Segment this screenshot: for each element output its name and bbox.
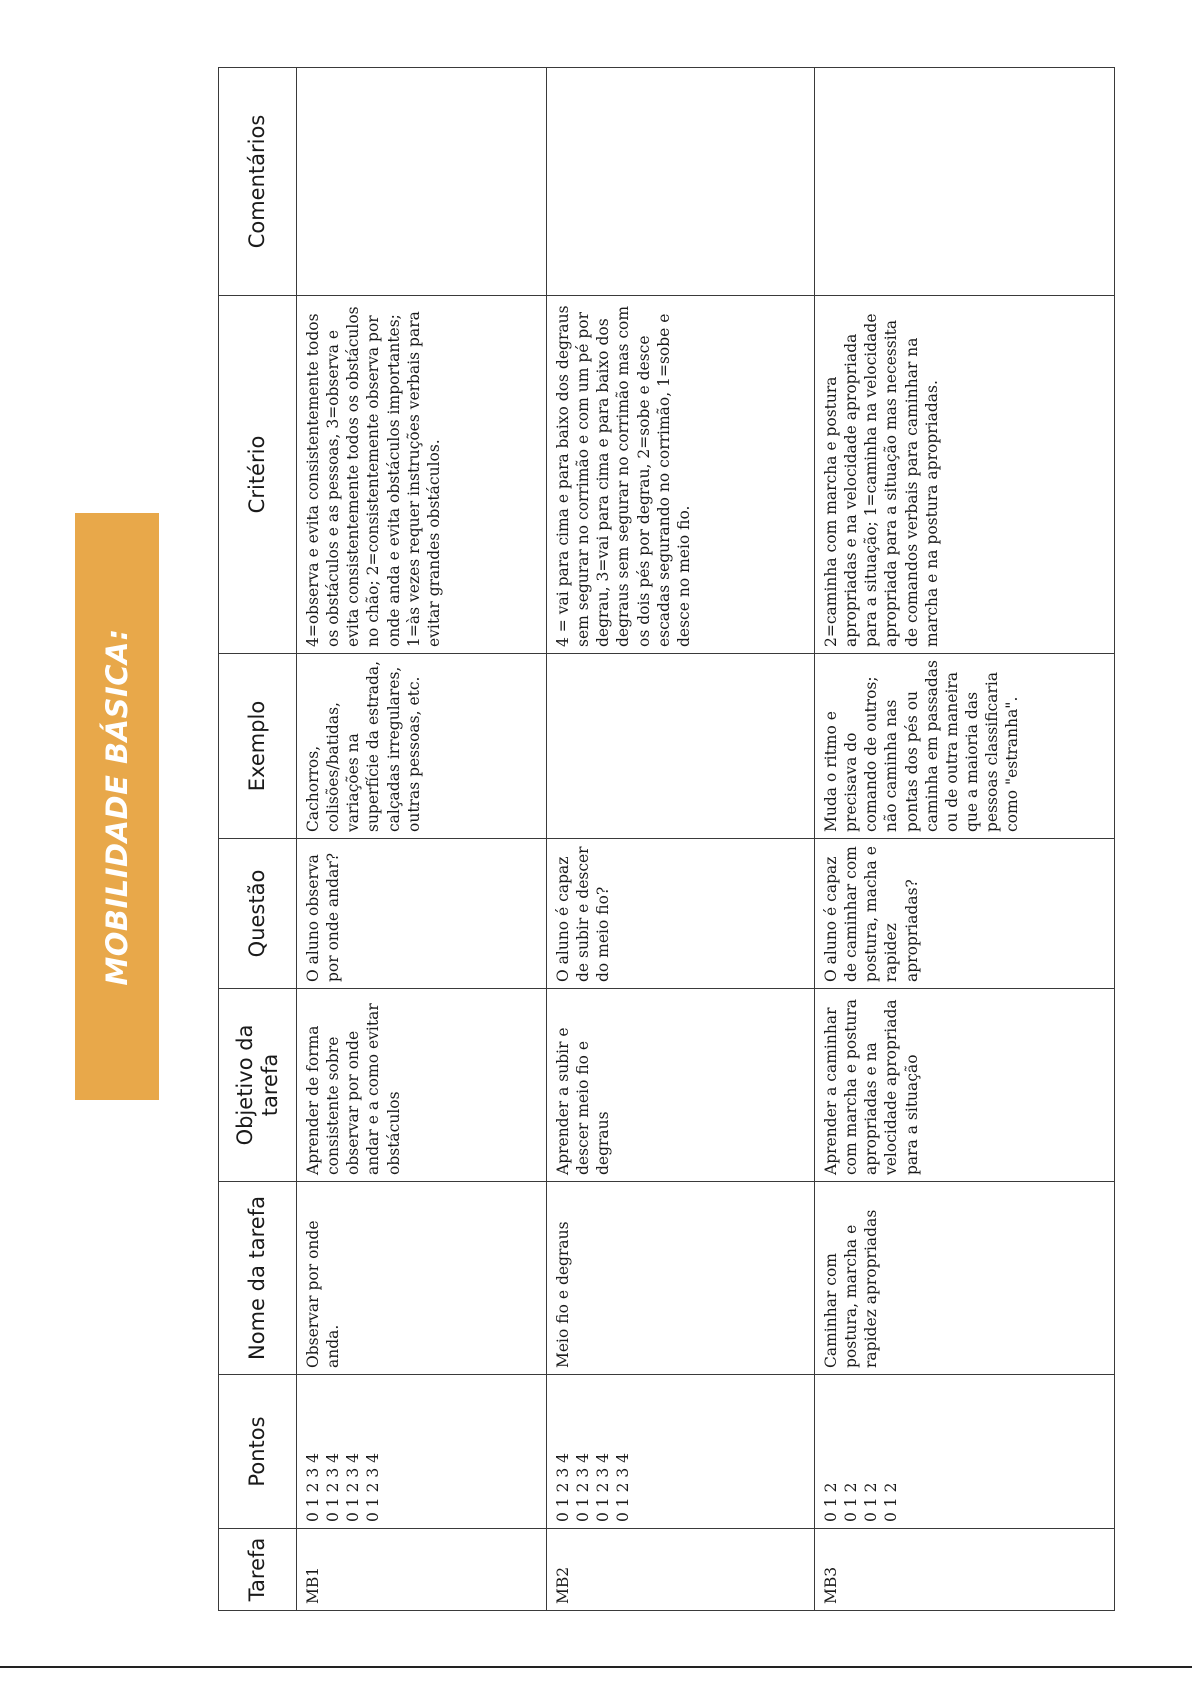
page-bottom-rule: [0, 1666, 1192, 1668]
points-line: 0 1 2: [882, 1482, 901, 1522]
cell-pontos: [547, 1375, 815, 1529]
header-nome: Nome da tarefa: [219, 1182, 297, 1375]
cell-criterio: 4 = vai para cima e para baixo dos degraus sem segurar no corrimão e com um pé por degrau, 3=vai para cima e para baixo dos degraus sem segurar no corrimão mas com os dois pés por degrau, 2=sobe e desce escadas segurando no corrimão, 1=sobe e desce no meio fio.: [547, 296, 815, 654]
cell-tarefa: MB1: [297, 1529, 547, 1611]
points-line: 0 1 2: [842, 1482, 861, 1522]
cell-criterio: 4=observa e evita consistentemente todos os obstáculos e as pessoas, 3=observa e evita consistentemente todos os obstáculos no chão; 2=consistentemente observa por onde anda e evita obstáculos importantes; 1=às vezes requer instruções verbais para evitar grandes obstáculos.: [297, 296, 547, 654]
points-line: 0 1 2 3 4: [614, 1452, 633, 1522]
cell-objetivo: Aprender a caminhar com marcha e postura apropriadas e na velocidade apropriada para a situação: [815, 989, 1115, 1182]
cell-criterio: 2=caminha com marcha e postura apropriadas e na velocidade apropriada para a situação; 1=caminha na velocidade apropriada para a situação mas necessita de comandos verbais para caminhar na marcha e na postura apropriadas.: [815, 296, 1115, 654]
points-line: 0 1 2 3 4: [344, 1452, 363, 1522]
cell-nome: Observar por onde anda.: [297, 1182, 547, 1375]
cell-tarefa: MB2: [547, 1529, 815, 1611]
cell-tarefa: MB3: [815, 1529, 1115, 1611]
header-exemplo: Exemplo: [219, 654, 297, 839]
mobility-table: [218, 67, 1115, 1611]
points-line: 0 1 2: [822, 1482, 840, 1522]
cell-objetivo: Aprender de forma consistente sobre observar por onde andar e a como evitar obstáculos: [297, 989, 547, 1182]
points-line: 0 1 2 3 4: [594, 1452, 613, 1522]
points-line: 0 1 2: [862, 1482, 881, 1522]
header-tarefa: Tarefa: [219, 1529, 297, 1611]
cell-nome: Caminhar com postura, marcha e rapidez apropriadas: [815, 1182, 1115, 1375]
cell-pontos: [815, 1375, 1115, 1529]
cell-comentarios: [297, 68, 547, 296]
cell-exemplo: Cachorros, colisões/batidas, variações na superfície da estrada, calçadas irregulares, outras pessoas, etc.: [297, 654, 547, 839]
cell-exemplo: Muda o ritmo e precisava do comando de outros; não caminha nas pontas dos pés ou caminha em passadas ou de outra maneira que a maioria das pessoas classificaria como "estranha".: [815, 654, 1115, 839]
cell-pontos: [297, 1375, 547, 1529]
cell-objetivo: Aprender a subir e descer meio fio e degraus: [547, 989, 815, 1182]
header-questao: Questão: [219, 839, 297, 989]
points-line: 0 1 2 3 4: [364, 1452, 383, 1522]
header-comentarios: Comentários: [219, 68, 297, 296]
table-header-row: [219, 68, 297, 1611]
header-criterio: Critério: [219, 296, 297, 654]
points-line: 0 1 2 3 4: [574, 1452, 593, 1522]
section-title: MOBILIDADE BÁSICA:: [100, 627, 134, 986]
table-row: [297, 68, 547, 1611]
cell-questao: O aluno observa por onde andar?: [297, 839, 547, 989]
points-line: 0 1 2 3 4: [324, 1452, 343, 1522]
cell-nome: Meio fio e degraus: [547, 1182, 815, 1375]
header-objetivo: Objetivo da tarefa: [219, 989, 297, 1182]
header-pontos: Pontos: [219, 1375, 297, 1529]
section-banner: [75, 513, 159, 1100]
table-row: [815, 68, 1115, 1611]
cell-comentarios: [547, 68, 815, 296]
cell-exemplo: [547, 654, 815, 839]
cell-comentarios: [815, 68, 1115, 296]
points-line: 0 1 2 3 4: [554, 1452, 572, 1522]
table-row: [547, 68, 815, 1611]
points-line: 0 1 2 3 4: [304, 1452, 322, 1522]
cell-questao: O aluno é capaz de caminhar com postura, macha e rapidez apropriadas?: [815, 839, 1115, 989]
table-container: [218, 68, 1115, 1611]
cell-questao: O aluno é capaz de subir e descer do meio fio?: [547, 839, 815, 989]
